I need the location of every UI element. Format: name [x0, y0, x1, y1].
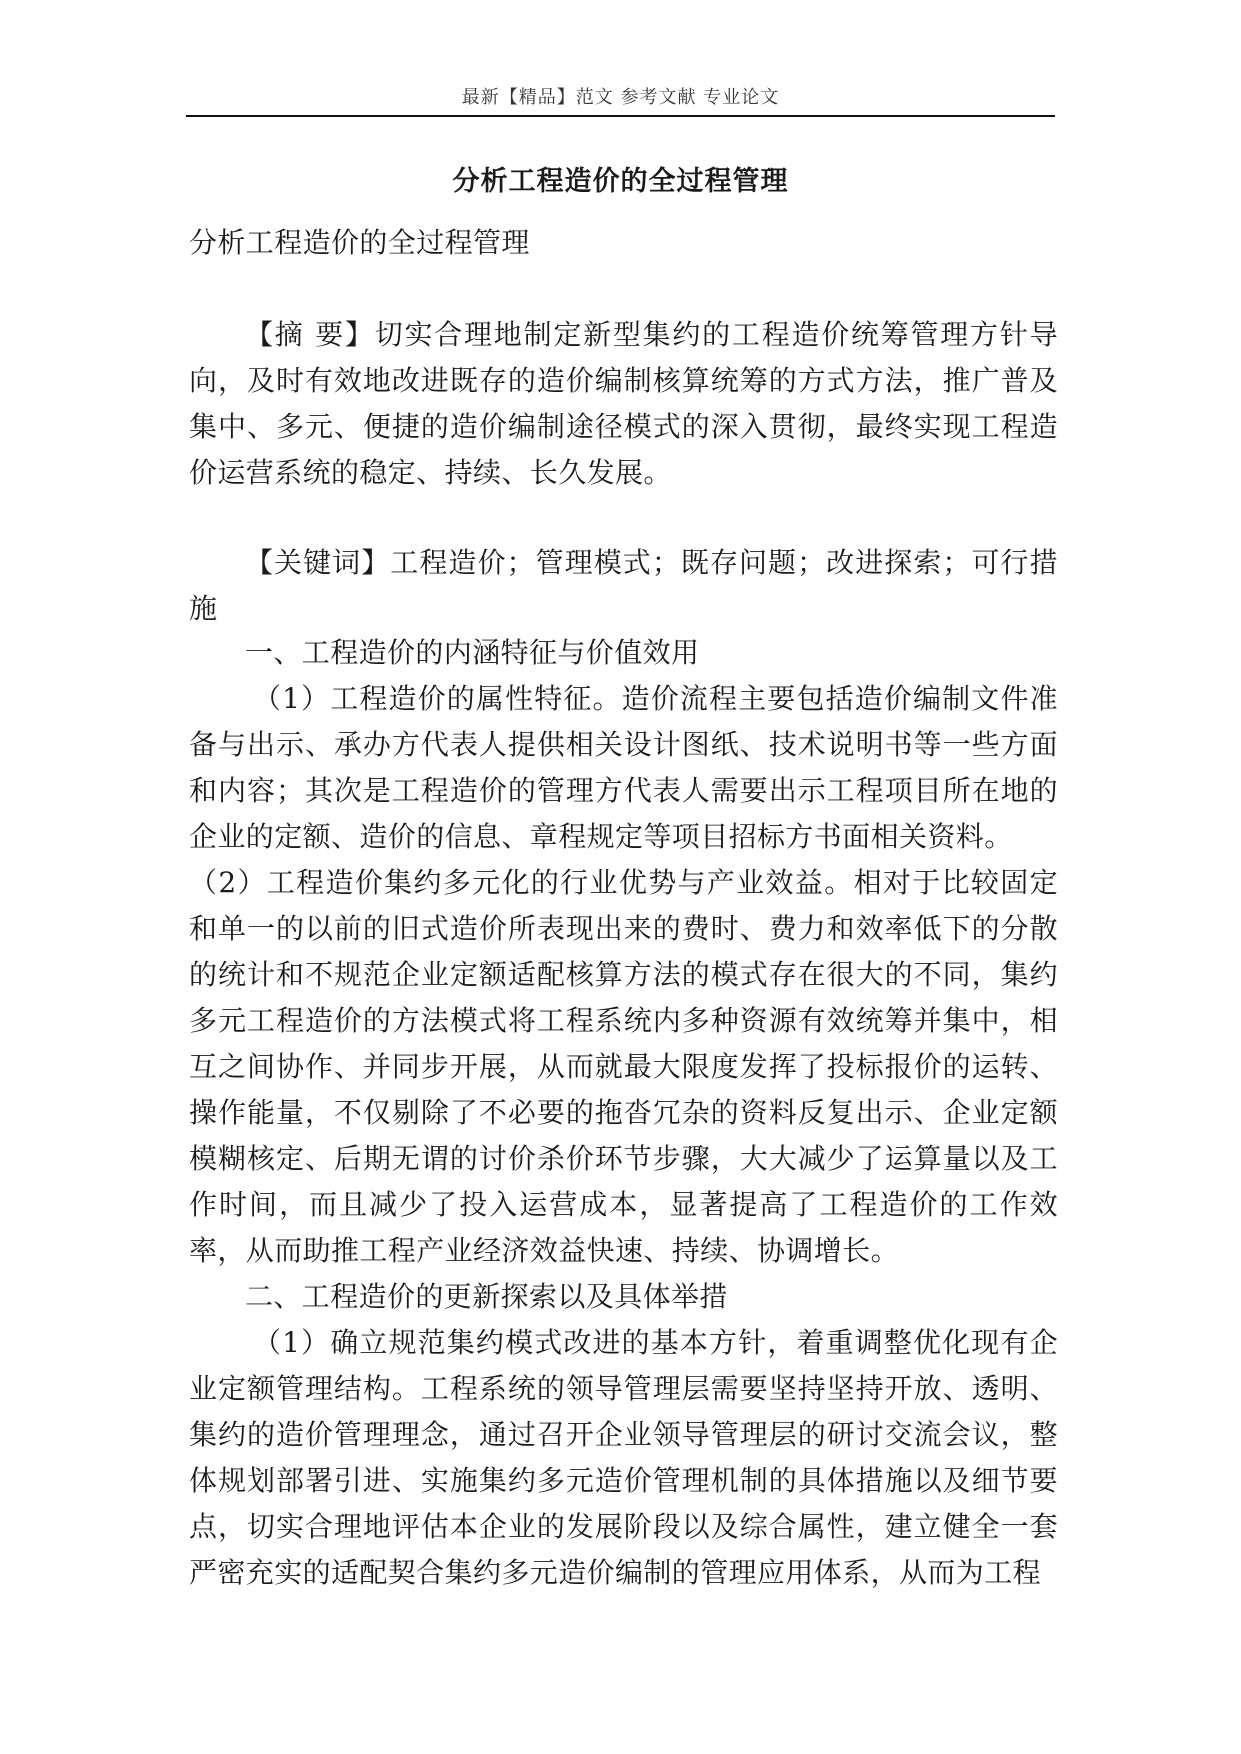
section-heading-1: 一、工程造价的内涵特征与价值效用 [245, 636, 700, 669]
section1-paragraph-2: （2）工程造价集约多元化的行业优势与产业效益。相对于比较固定和单一的以前的旧式造价所表现出来的费时、费力和效率低下的分散的统计和不规范企业定额适配核算方法的模式存在很大的不同，集约多元工程造价的方法模式将工程系统内多种资源有效统筹并集中，相互之间协作、并同步开展，从而就最大限度发挥了投标报价的运转、操作能量，不仅剔除了不必要的拖沓冗杂的资料反复出示、企业定额模糊核定、后期无谓的讨价杀价环节步骤，大大减少了运算量以及工作时间，而且减少了投入运营成本，显著提高了工程造价的工作效率，从而助推工程产业经济效益快速、持续、协调增长。 [189, 866, 1058, 1267]
header-divider [186, 115, 1055, 117]
section1-paragraph-1: （1）工程造价的属性特征。造价流程主要包括造价编制文件准备与出示、承办方代表人提供相关设计图纸、技术说明书等一些方面和内容；其次是工程造价的管理方代表人需要出示工程项目所在地的企业的定额、造价的信息、章程规定等项目招标方书面相关资料。 [189, 682, 1058, 853]
subtitle-text: 分析工程造价的全过程管理 [189, 226, 530, 259]
running-header: 最新【精品】范文 参考文献 专业论文 [461, 87, 780, 108]
body-sections [189, 630, 1058, 1596]
abstract-paragraph: 【摘 要】切实合理地制定新型集约的工程造价统筹管理方针导向，及时有效地改进既存的造价编制核算统筹的方式方法，推广普及集中、多元、便捷的造价编制途径模式的深入贯彻，最终实现工程造价运营系统的稳定、持续、长久发展。 [189, 318, 1058, 489]
section-heading-2: 二、工程造价的更新探索以及具体举措 [245, 1280, 728, 1313]
document-title: 分析工程造价的全过程管理 [452, 166, 789, 197]
keywords-section [189, 540, 1058, 632]
section2-paragraph-1: （1）确立规范集约模式改进的基本方针，着重调整优化现有企业定额管理结构。工程系统的领导管理层需要坚持坚持开放、透明、集约的造价管理理念，通过召开企业领导管理层的研讨交流会议，整体规划部署引进、实施集约多元造价管理机制的具体措施以及细节要点，切实合理地评估本企业的发展阶段以及综合属性，建立健全一套严密充实的适配契合集约多元造价编制的管理应用体系，从而为工程 [189, 1326, 1058, 1589]
abstract-section [189, 312, 1058, 496]
keywords-paragraph: 【关键词】工程造价；管理模式；既存问题；改进探索；可行措施 [189, 546, 1058, 625]
document-subtitle [189, 220, 1058, 266]
